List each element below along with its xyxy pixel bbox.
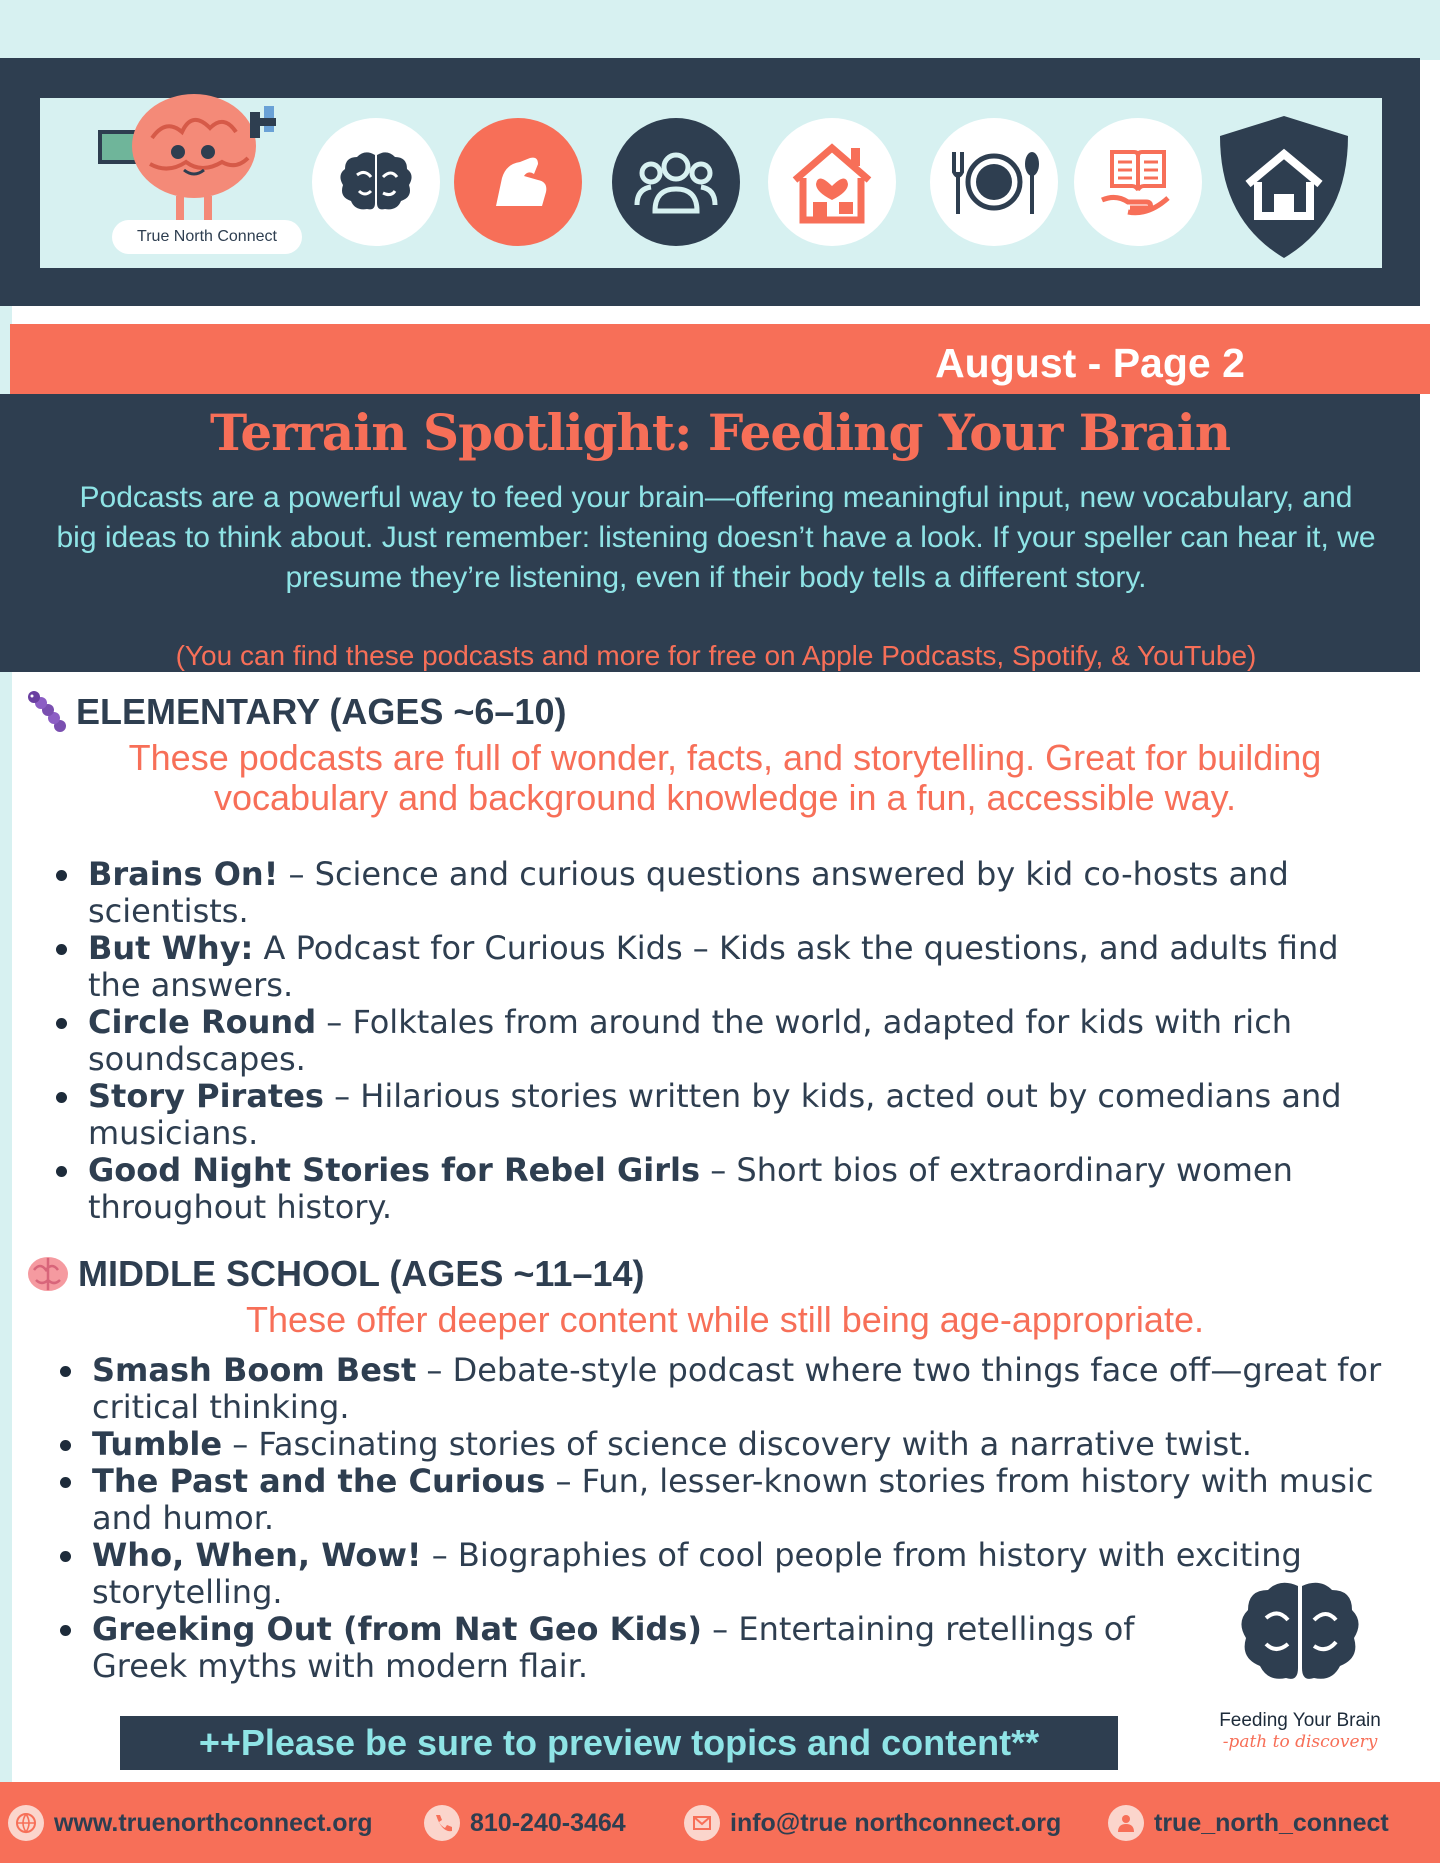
elementary-heading-text: ELEMENTARY (AGES ~6–10)	[76, 691, 567, 732]
left-strip	[0, 60, 12, 1783]
list-item: Smash Boom Best – Debate-style podcast where two things face off—great for critical thinking.	[58, 1352, 1388, 1426]
footer-phone[interactable]	[424, 1802, 626, 1844]
footer-social[interactable]	[1108, 1802, 1389, 1844]
brand-title: Feeding Your Brain	[1219, 1710, 1381, 1731]
brain-emoji-icon	[26, 1252, 70, 1296]
phone-icon	[424, 1805, 460, 1841]
brain-icon	[312, 118, 440, 246]
book-hand-icon	[1074, 118, 1202, 246]
globe-icon	[8, 1805, 44, 1841]
list-item: Who, When, Wow! – Biographies of cool people from history with exciting storytelling.	[58, 1537, 1388, 1611]
page-title: Terrain Spotlight: Feeding Your Brain	[209, 403, 1231, 462]
elementary-podcast-list	[54, 856, 1384, 1226]
shield-home-icon	[1214, 112, 1354, 262]
footer-phone-text[interactable]: 810-240-3464	[470, 1808, 626, 1837]
footer-website[interactable]	[8, 1802, 373, 1844]
top-strip	[0, 0, 1440, 60]
hero-availability-note: (You can find these podcasts and more for free on Apple Podcasts, Spotify, & YouTube)	[175, 640, 1257, 671]
footer-email[interactable]	[684, 1802, 1061, 1844]
home-heart-icon	[768, 118, 896, 246]
list-item: The Past and the Curious – Fun, lesser-known stories from history with music and humor.	[58, 1463, 1388, 1537]
elementary-intro: These podcasts are full of wonder, facts, and storytelling. Great for building vocabulary and background knowledge in a fun, accessible way.	[128, 737, 1322, 818]
list-item: Brains On! – Science and curious questions answered by kid co-hosts and scientists.	[54, 856, 1384, 930]
list-item: Circle Round – Folktales from around the world, adapted for kids with rich soundscapes.	[54, 1004, 1384, 1078]
meal-icon	[930, 118, 1058, 246]
user-icon	[1108, 1805, 1144, 1841]
hero-description: Podcasts are a powerful way to feed your brain—offering meaningful input, new vocabulary, and big ideas to think about. Just remember: listening doesn’t have a look. If your speller can hear it, we presume they’re listening, even if their body tells a different story.	[56, 481, 1376, 594]
footer-social-text[interactable]: true_north_connect	[1154, 1808, 1389, 1837]
brand-subtitle: -path to discovery	[1222, 1732, 1378, 1752]
middle-school-heading-text: MIDDLE SCHOOL (AGES ~11–14)	[78, 1253, 645, 1294]
strength-icon	[454, 118, 582, 246]
list-item: But Why: A Podcast for Curious Kids – Kids ask the questions, and adults find the answers.	[54, 930, 1384, 1004]
elementary-heading	[24, 690, 566, 734]
preview-notice: ++Please be sure to preview topics and content**	[120, 1716, 1118, 1770]
list-item: Story Pirates – Hilarious stories written by kids, acted out by comedians and musicians.	[54, 1078, 1384, 1152]
logo-name: True North Connect	[112, 220, 302, 254]
caterpillar-icon	[24, 690, 68, 734]
middle-school-heading	[26, 1252, 645, 1296]
list-item: Greeking Out (from Nat Geo Kids) – Entertaining retellings of Greek myths with modern flair.	[58, 1611, 1198, 1685]
middle-school-intro: These offer deeper content while still being age-appropriate.	[246, 1299, 1204, 1340]
email-icon	[684, 1805, 720, 1841]
footer-email-text[interactable]: info@true northconnect.org	[730, 1808, 1062, 1837]
page-date-label: August - Page 2	[935, 340, 1245, 386]
community-icon	[612, 118, 740, 246]
feeding-your-brain-logo	[1236, 1578, 1364, 1698]
footer-website-text[interactable]: www.truenorthconnect.org	[54, 1808, 373, 1837]
list-item: Tumble – Fascinating stories of science discovery with a narrative twist.	[58, 1426, 1388, 1463]
list-item: Good Night Stories for Rebel Girls – Short bios of extraordinary women throughout history.	[54, 1152, 1384, 1226]
middle-school-podcast-list	[58, 1352, 1388, 1685]
